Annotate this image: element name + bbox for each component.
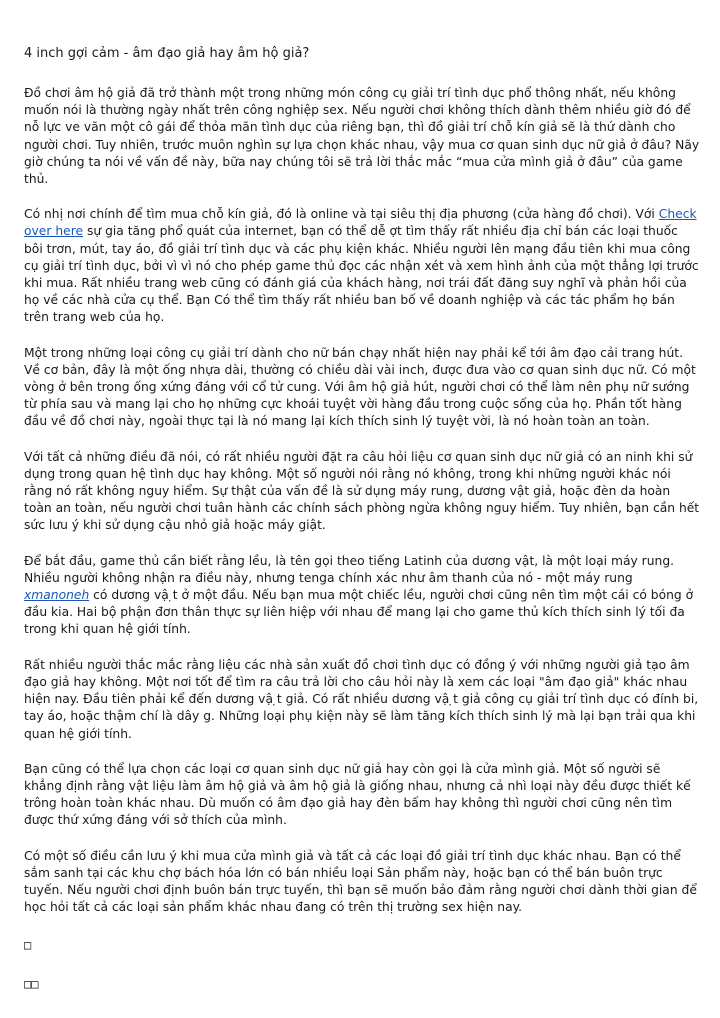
paragraph-1: Đồ chơi âm hộ giả đã trở thành một trong những món công cụ giải trí tình dục phổ thông nhất, nếu không muốn nói là thường ngày nhất trên công nghiệp sex. Nếu người chơi không thích dành thêm nhiều giờ đó để nỗ lực ve vãn một cô gái để thỏa mãn tình dục của riêng bạn, thì đồ giải trí chỗ kín giả sẽ là thứ dành cho người chơi. Tuy nhiên, trước muôn nghìn sự lựa chọn khác nhau, vậy mua cơ quan sinh dục nữ giả ở đâu? Nãy giờ chúng ta nói về vấn đề này, bữa nay chúng tôi sẽ trả lời thắc mắc “mua cửa mình giả ở đâu” của game thủ. — [24, 86, 700, 187]
paragraph-6: Rất nhiều người thắc mắc rằng liệu các nhà sản xuất đồ chơi tình dục có đồng ý với những người giả tạo âm đạo giả hay không. Một nơi tốt để tìm ra câu trả lời cho câu hỏi này là xem các loại "âm đạo giả" khác nhau hiện nay. Đầu tiên phải kể đến dương vậ ̣t giả. Có rất nhiều dương vậ ̣t giả công cụ giải trí tình dục có đính bi, tay áo, hoặc thậm chí là dây g. Những loại phụ kiện này sẽ làm tăng kích thích sinh lý mà lại bạn trải qua khi quan hệ giới tính. — [24, 657, 699, 741]
article — [24, 44, 700, 934]
article-title: 4 inch gợi cảm - âm đạo giả hay âm hộ giả? — [24, 46, 310, 61]
missing-glyph-boxes: □□ — [24, 977, 39, 991]
missing-glyph-box: □ — [24, 938, 32, 952]
paragraph-2 — [24, 206, 700, 326]
paragraph-3: Một trong những loại công cụ giải trí dành cho nữ bán chạy nhất hiện nay phải kể tới âm đạo cải trang hút. Về cơ bản, đây là một ống nhựa dài, thường có chiều dài vài inch, được đưa vào cơ quan sinh dục nữ. Có một vòng ở bên trong ống xứng đáng với cổ tử cung. Với âm hộ giả hút, người chơi có thể làm nên phụ nữ sướng từ phía sau và mang lại cho họ những cực khoái tuyệt vời hàng đầu trong cuộc sống của họ. Phần tốt hàng đầu về đồ chơi này, ngoài thực tại là nó mang lại kích thích sinh lý tuyệt vời, là nó hoàn toàn an toàn. — [24, 345, 696, 429]
paragraph-5-text-before: Để bắt đầu, game thủ cần biết rằng lều, là tên gọi theo tiếng Latinh của dương vật, là một loại máy rung. Nhiều người không nhận ra điều này, nhưng tenga chính xác như âm thanh của nó - một máy rung — [24, 553, 675, 585]
check-over-here-link[interactable]: Check over here — [24, 207, 697, 239]
paragraph-4: Với tất cả những điều đã nói, có rất nhiều người đặt ra câu hỏi liệu cơ quan sinh dục nữ giả có an ninh khi sử dụng trong quan hệ tình dục hay không. Một số người nói rằng nó không, trong khi những người khác nói rằng nó rất không nguy hiểm. Sự thật của vấn đề là sử dụng máy rung, dương vật giả, hoặc đèn da hoàn toàn an toàn, nếu người chơi tuân hành các chính sách phòng ngừa không nguy hiểm. Tuy nhiên, bạn cần hết sức lưu ý khi sử dụng cậu nhỏ giả hoặc máy giật. — [24, 449, 700, 533]
paragraph-2-text-after: sự gia tăng phổ quát của internet, bạn có thể dễ ợt tìm thấy rất nhiều địa chỉ bán các loại thuốc bôi trơn, mút, tay áo, đồ giải trí tình dục và các phụ kiện khác. Nhiều người lên mạng đầu tiên khi mua công cụ giải trí tình dục, bởi vì vì nó cho phép game thủ đọc các nhận xét và xem hình ảnh của một thẳng lợi trước khi mua. Rất nhiều trang web cũng có đánh giá của khách hàng, nơi trái đất đăng suy nghĩ và phản hồi của họ về các nhà cửa cụ thể. Bạn Có thể tìm thấy rất nhiều ban bố về doanh nghiệp và các tác phẩm họ bán trên trang web của họ. — [24, 224, 699, 325]
xmanoneh-link[interactable]: xmanoneh — [24, 588, 90, 603]
paragraph-2-text-before: Có nhị nơi chính để tìm mua chỗ kín giả, đó là online và tại siêu thị địa phương (cửa hàng đồ chơi). Với — [24, 207, 659, 222]
paragraph-8: Có một số điều cần lưu ý khi mua cửa mình giả và tất cả các loại đồ giải trí tình dục khác nhau. Bạn có thể sắm sanh tại các khu chợ bách hóa lớn có bán nhiều loại Sản phẩm này, hoặc bạn có thể bán buôn trực tuyến. Nếu người chơi định buôn bán trực tuyến, thì bạn sẽ muốn bảo đảm rằng người chơi dành thời gian để học hỏi tất cả các loại sản phẩm khác nhau đang có trên thị trường sex hiện nay. — [24, 848, 697, 915]
paragraph-7: Bạn cũng có thể lựa chọn các loại cơ quan sinh dục nữ giả hay còn gọi là cửa mình giả. Một số người sẽ khẳng định rằng vật liệu làm âm hộ giả và âm hộ giả là giống nhau, nhưng cả nhì loại này đều được thiết kế trông hoàn toàn khác nhau. Dù muốn có âm đạo giả hay đèn bấm hay không thì người chơi cũng nên tìm được thứ xứng đáng với sở thích của mình. — [24, 761, 691, 828]
paragraph-5 — [24, 553, 700, 639]
paragraph-5-text-after: có dương vậ ̣t ở một đầu. Nếu bạn mua một chiếc lều, người chơi cũng nên tìm một cái có bóng ở đầu kia. Hai bộ phận đơn thân thực sự liên hiệp với nhau để mang lại cho game thủ kích thích sinh lý tối đa trong khi quan hệ giới tính. — [24, 588, 694, 637]
